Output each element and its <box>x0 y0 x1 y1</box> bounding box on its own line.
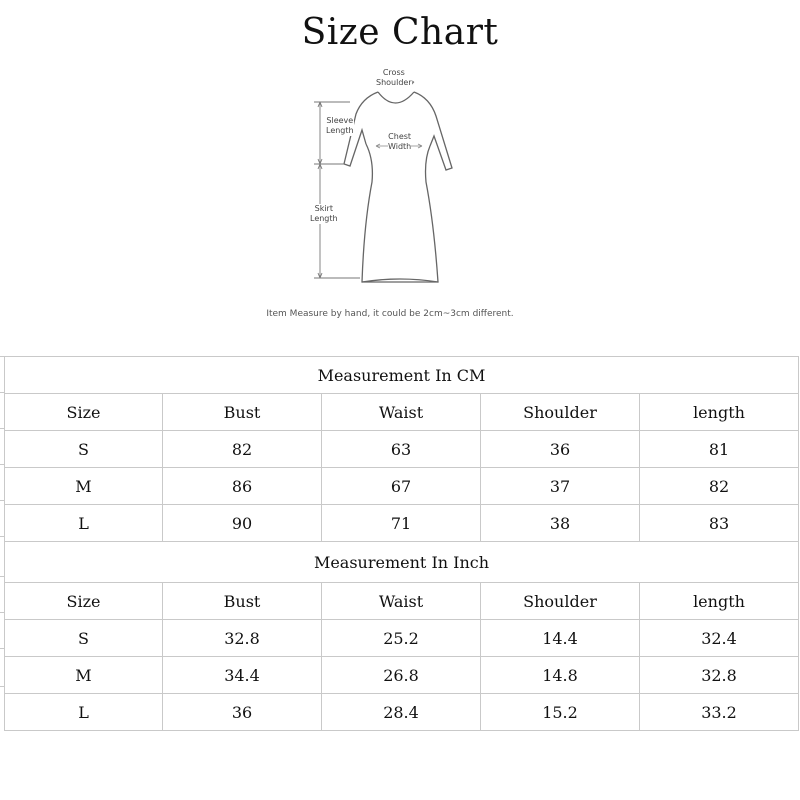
column-header: Shoulder <box>481 583 640 620</box>
dress-outline-illustration <box>300 64 480 294</box>
column-header: length <box>640 583 799 620</box>
table-row <box>5 657 799 694</box>
chest-width-label-line-2: Width <box>388 142 412 151</box>
waist-cell: 28.4 <box>322 694 481 731</box>
table-row <box>5 468 799 505</box>
bust-cell: 32.8 <box>163 620 322 657</box>
inch-column-header-row <box>5 583 799 620</box>
table-row <box>5 620 799 657</box>
waist-cell: 25.2 <box>322 620 481 657</box>
table-row <box>5 505 799 542</box>
column-header: Shoulder <box>481 394 640 431</box>
bust-cell: 90 <box>163 505 322 542</box>
shoulder-cell: 15.2 <box>481 694 640 731</box>
bust-cell: 82 <box>163 431 322 468</box>
size-cell: L <box>5 505 163 542</box>
cm-section-heading: Measurement In CM <box>5 357 799 394</box>
sleeve-length-label-line-2: Length <box>326 126 354 135</box>
shoulder-cell: 14.8 <box>481 657 640 694</box>
bust-cell: 34.4 <box>163 657 322 694</box>
waist-cell: 26.8 <box>322 657 481 694</box>
length-cell: 32.8 <box>640 657 799 694</box>
length-cell: 81 <box>640 431 799 468</box>
chest-width-label <box>388 132 411 152</box>
column-header: Size <box>5 394 163 431</box>
column-header: Bust <box>163 583 322 620</box>
waist-cell: 67 <box>322 468 481 505</box>
column-header: Waist <box>322 583 481 620</box>
skirt-length-label-line-1: Skirt <box>314 204 333 213</box>
column-header: Bust <box>163 394 322 431</box>
shoulder-cell: 38 <box>481 505 640 542</box>
shoulder-cell: 14.4 <box>481 620 640 657</box>
size-cell: S <box>5 620 163 657</box>
sleeve-length-label-line-1: Sleeve <box>326 116 354 125</box>
cross-shoulder-label-line-1: Cross <box>382 68 405 77</box>
column-header: Size <box>5 583 163 620</box>
cm-heading-row <box>5 357 799 394</box>
skirt-length-label-line-2: Length <box>310 214 338 223</box>
waist-cell: 63 <box>322 431 481 468</box>
inch-section-heading: Measurement In Inch <box>5 542 799 583</box>
waist-cell: 71 <box>322 505 481 542</box>
size-cell: M <box>5 657 163 694</box>
column-header: length <box>640 394 799 431</box>
table-row <box>5 694 799 731</box>
cm-column-header-row <box>5 394 799 431</box>
size-tables <box>4 356 798 731</box>
bust-cell: 86 <box>163 468 322 505</box>
sleeve-length-label <box>326 116 354 136</box>
page-title: Size Chart <box>301 12 499 53</box>
length-cell: 83 <box>640 505 799 542</box>
size-cell: L <box>5 694 163 731</box>
shoulder-cell: 36 <box>481 431 640 468</box>
size-table <box>4 356 799 731</box>
size-cell: M <box>5 468 163 505</box>
cross-shoulder-label <box>376 68 412 88</box>
length-cell: 33.2 <box>640 694 799 731</box>
measurement-note: Item Measure by hand, it could be 2cm~3cm different. <box>266 309 514 319</box>
shoulder-cell: 37 <box>481 468 640 505</box>
inch-heading-row <box>5 542 799 583</box>
dress-measurement-diagram <box>300 64 480 294</box>
size-cell: S <box>5 431 163 468</box>
cross-shoulder-label-line-2: Shoulder <box>376 78 412 87</box>
bust-cell: 36 <box>163 694 322 731</box>
length-cell: 32.4 <box>640 620 799 657</box>
table-row <box>5 431 799 468</box>
column-header: Waist <box>322 394 481 431</box>
length-cell: 82 <box>640 468 799 505</box>
chest-width-label-line-1: Chest <box>388 132 412 141</box>
skirt-length-label <box>310 204 338 224</box>
